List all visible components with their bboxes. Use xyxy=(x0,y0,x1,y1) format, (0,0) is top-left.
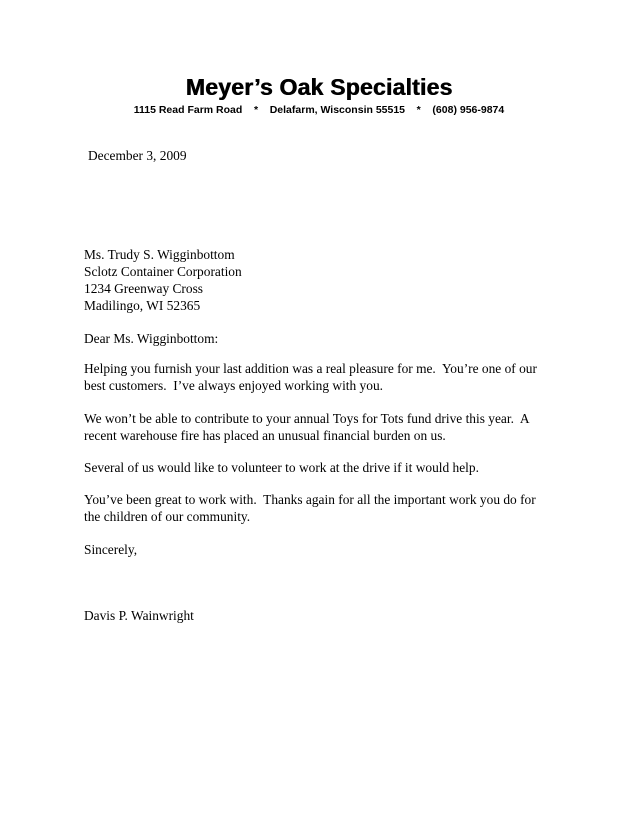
recipient-name: Ms. Trudy S. Wigginbottom xyxy=(84,247,235,262)
recipient-city-state-zip: Madilingo, WI 52365 xyxy=(84,298,201,313)
paragraph-line: You’ve been great to work with. Thanks again for all the important work you do for xyxy=(84,492,536,507)
recipient-address-block xyxy=(84,246,242,314)
paragraph-line: best customers. I’ve always enjoyed working with you. xyxy=(84,378,383,393)
body-paragraph-2 xyxy=(84,410,554,444)
body-paragraph-3 xyxy=(84,459,554,476)
letter-date: December 3, 2009 xyxy=(88,148,187,163)
paragraph-line: We won’t be able to contribute to your annual Toys for Tots fund drive this year. A xyxy=(84,411,530,426)
paragraph-line: recent warehouse fire has placed an unusual financial burden on us. xyxy=(84,428,446,443)
company-address: 1115 Read Farm Road * Delafarm, Wisconsin 55515 * (608) 956-9874 xyxy=(133,104,505,116)
body-paragraph-4 xyxy=(84,491,554,525)
paragraph-line: Several of us would like to volunteer to work at the drive if it would help. xyxy=(84,460,479,475)
body-paragraph-1 xyxy=(84,360,554,394)
company-name: Meyer’s Oak Specialties xyxy=(185,74,453,100)
signature-name: Davis P. Wainwright xyxy=(84,608,194,623)
paragraph-line: Helping you furnish your last addition was a real pleasure for me. You’re one of our xyxy=(84,361,537,376)
recipient-street: 1234 Greenway Cross xyxy=(84,281,204,296)
paragraph-line: the children of our community. xyxy=(84,509,251,524)
recipient-company: Sclotz Container Corporation xyxy=(84,264,242,279)
closing: Sincerely, xyxy=(84,542,138,557)
salutation: Dear Ms. Wigginbottom: xyxy=(84,331,219,346)
